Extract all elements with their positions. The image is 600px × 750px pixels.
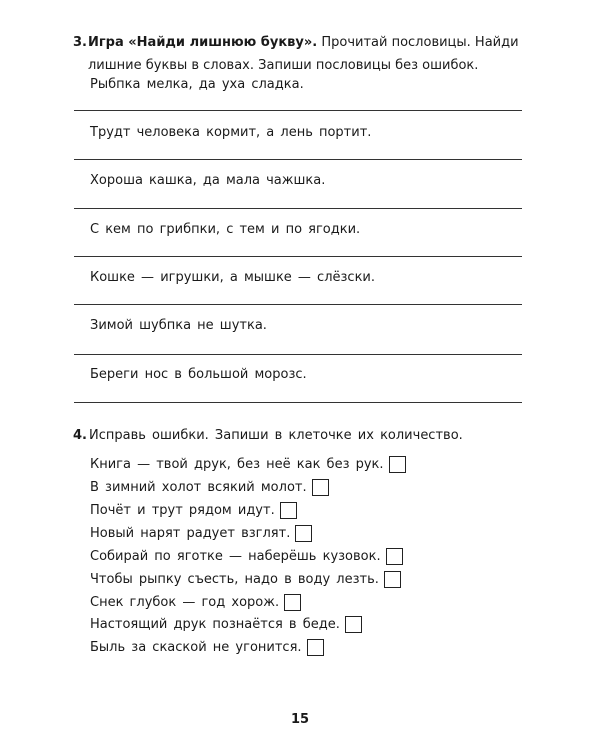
count-box[interactable] <box>389 456 406 473</box>
answer-line-4[interactable] <box>74 256 522 257</box>
answer-line-3[interactable] <box>74 208 522 209</box>
proverb-3: Хороша кашка, да мала чажшка. <box>90 173 326 188</box>
task3-header <box>88 31 528 77</box>
task4-item-text: В зимний холот всякий молот. <box>90 479 307 495</box>
answer-line-7[interactable] <box>74 402 522 403</box>
task4-item-text: Снек глубок — год хорож. <box>90 594 280 610</box>
task4-item-text: Почёт и трут рядом идут. <box>90 502 275 518</box>
task4-item-3 <box>90 499 297 521</box>
proverb-6: Зимой шубпка не шутка. <box>90 318 267 333</box>
count-box[interactable] <box>312 479 329 496</box>
proverb-2: Трудт человека кормит, а лень портит. <box>90 125 372 140</box>
proverb-4: С кем по грибпки, с тем и по ягодки. <box>90 222 361 237</box>
task4-item-text: Новый нарят радует взглят. <box>90 525 291 541</box>
page-number: 15 <box>290 712 310 727</box>
task4-item-text: Собирай по яготке — наберёшь кузовок. <box>90 548 381 564</box>
answer-line-5[interactable] <box>74 304 522 305</box>
task4-item-7 <box>90 591 301 613</box>
count-box[interactable] <box>307 639 324 656</box>
answer-line-1[interactable] <box>74 110 522 111</box>
count-box[interactable] <box>295 525 312 542</box>
count-box[interactable] <box>386 548 403 565</box>
task3-instruction-2: лишние буквы в словах. Запиши пословицы без ошибок. <box>88 58 479 73</box>
task4-item-1 <box>90 453 406 475</box>
proverb-7: Береги нос в большой морозс. <box>90 367 307 382</box>
task4-item-text: Настоящий друк познаётся в беде. <box>90 616 340 632</box>
task4-item-text: Быль за скаской не угонится. <box>90 639 302 655</box>
task4-item-2 <box>90 476 329 498</box>
task4-item-5 <box>90 545 403 567</box>
task4-number: 4. <box>73 428 87 443</box>
answer-line-2[interactable] <box>74 159 522 160</box>
task3-title: Игра «Найди лишнюю букву». <box>88 35 318 50</box>
task4-item-6 <box>90 568 401 590</box>
task4-instruction: Исправь ошибки. Запиши в клеточке их количество. <box>89 428 463 443</box>
count-box[interactable] <box>284 594 301 611</box>
proverb-1: Рыбпка мелка, да уха сладка. <box>90 77 304 92</box>
task4-item-text: Чтобы рыпку съесть, надо в воду лезть. <box>90 571 379 587</box>
task4-item-8 <box>90 613 362 635</box>
task3-number: 3. <box>73 35 87 50</box>
proverb-5: Кошке — игрушки, а мышке — слёзски. <box>90 270 376 285</box>
answer-line-6[interactable] <box>74 354 522 355</box>
task4-item-4 <box>90 522 312 544</box>
count-box[interactable] <box>280 502 297 519</box>
task4-item-text: Книга — твой друк, без неё как без рук. <box>90 456 384 472</box>
task4-item-9 <box>90 636 324 658</box>
task3-instruction-1: Прочитай пословицы. Найди <box>321 35 519 50</box>
count-box[interactable] <box>345 616 362 633</box>
count-box[interactable] <box>384 571 401 588</box>
